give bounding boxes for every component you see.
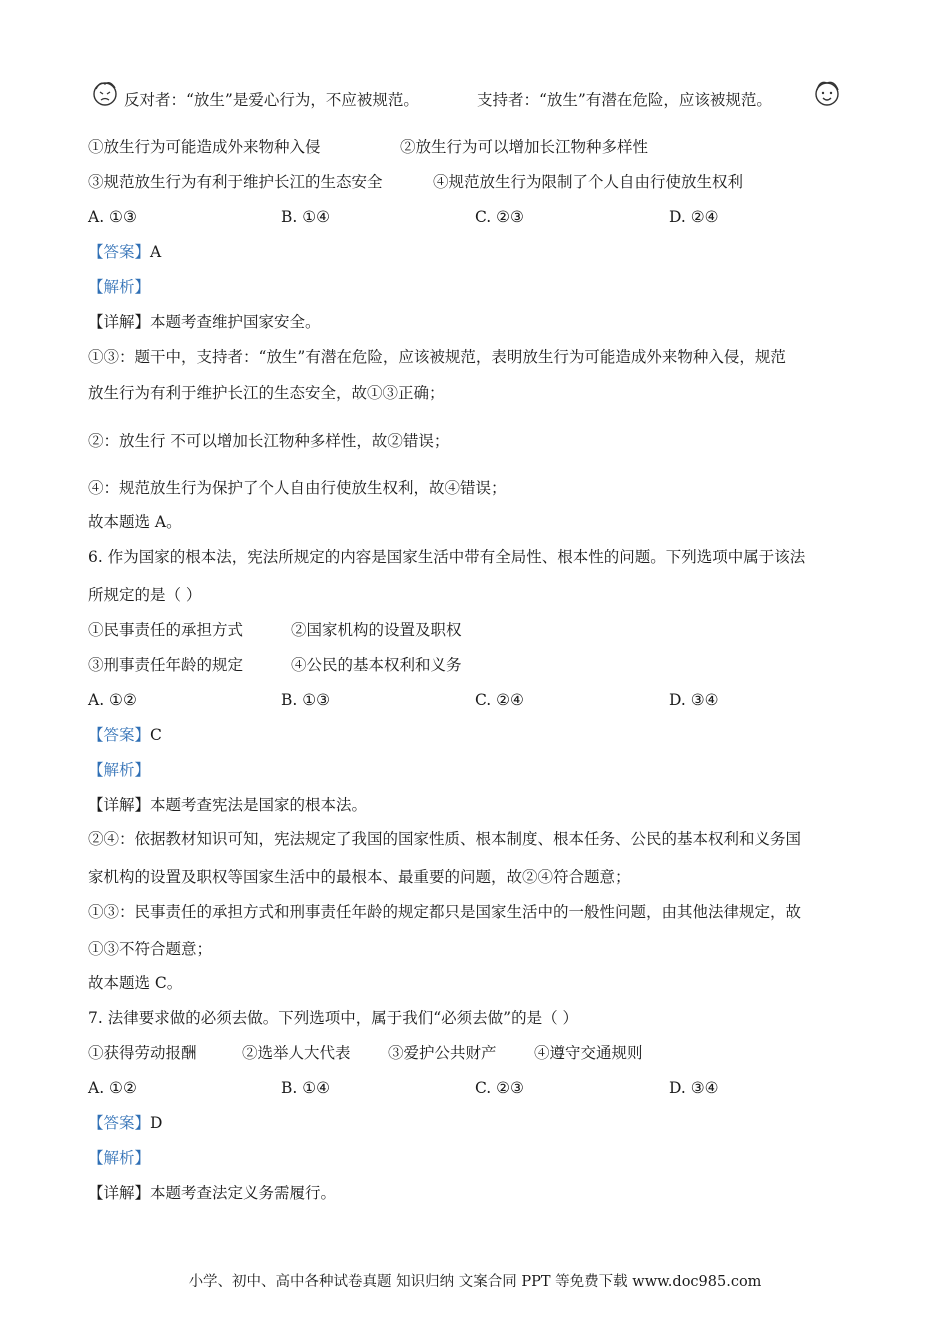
q6-analysis-label: 【解析】 <box>88 761 151 779</box>
q7-statement-4: ④遵守交通规则 <box>534 1044 643 1062</box>
q7-option-a: A. ①② <box>88 1079 137 1097</box>
q7-answer <box>88 1113 162 1133</box>
q6-stem-1: 6. 作为国家的根本法，宪法所规定的内容是国家生活中带有全局性、根本性的问题。下列选项中属于该法 <box>88 548 806 566</box>
q6-statement-2: ②国家机构的设置及职权 <box>291 621 462 639</box>
q6-explain-4: ①③不符合题意； <box>88 940 213 958</box>
detail-label: 【详解】 <box>88 796 151 814</box>
q7-stem: 7. 法律要求做的必须去做。下列选项中，属于我们“必须去做”的是（ ） <box>88 1009 578 1027</box>
q7-detail <box>88 1183 336 1203</box>
q6-stem-2: 所规定的是（ ） <box>88 586 202 604</box>
q5-statement-1: ①放生行为可能造成外来物种入侵 <box>88 138 321 156</box>
q7-option-b: B. ①④ <box>281 1079 331 1097</box>
page-footer: 小学、初中、高中各种试卷真题 知识归纳 文案合同 PPT 等免费下载 www.doc985.com <box>188 1274 762 1290</box>
opponent-statement: 反对者：“放生”是爱心行为，不应被规范。 <box>124 91 419 109</box>
supporter-statement: 支持者：“放生”有潜在危险，应该被规范。 <box>477 91 772 109</box>
q5-explain-3: ②：放生行 不可以增加长江物种多样性，故②错误； <box>88 432 450 450</box>
q5-option-a: A. ①③ <box>88 208 137 226</box>
q5-detail <box>88 312 321 332</box>
q7-option-d: D. ③④ <box>669 1079 719 1097</box>
q6-statement-3: ③刑事责任年龄的规定 <box>88 656 244 674</box>
supporter-face-icon <box>812 78 842 108</box>
q6-explain-5: 故本题选 C。 <box>88 974 183 992</box>
q5-option-b: B. ①④ <box>281 208 331 226</box>
q5-option-d: D. ②④ <box>669 208 719 226</box>
detail-label: 【详解】 <box>88 313 151 331</box>
detail-intro: 本题考查维护国家安全。 <box>150 313 321 331</box>
q5-explain-2: 放生行为有利于维护长江的生态安全，故①③正确； <box>88 384 445 402</box>
q6-statement-1: ①民事责任的承担方式 <box>88 621 244 639</box>
q7-statement-2: ②选举人大代表 <box>242 1044 351 1062</box>
q5-explain-1: ①③：题干中，支持者：“放生”有潜在危险，应该被规范，表明放生行为可能造成外来物种入侵，规范 <box>88 348 786 366</box>
q6-detail <box>88 795 367 815</box>
answer-value: C <box>150 726 162 744</box>
answer-value: A <box>150 243 162 261</box>
q6-option-a: A. ①② <box>88 691 137 709</box>
detail-label: 【详解】 <box>88 1184 151 1202</box>
q6-option-d: D. ③④ <box>669 691 719 709</box>
q6-answer <box>88 725 162 745</box>
q7-statement-3: ③爱护公共财产 <box>388 1044 497 1062</box>
opponent-face-icon <box>90 78 120 108</box>
q6-option-c: C. ②④ <box>475 691 524 709</box>
q5-explain-5: 故本题选 A。 <box>88 513 182 531</box>
q5-statement-3: ③规范放生行为有利于维护长江的生态安全 <box>88 173 383 191</box>
q7-statement-1: ①获得劳动报酬 <box>88 1044 197 1062</box>
q7-option-c: C. ②③ <box>475 1079 524 1097</box>
detail-intro: 本题考查宪法是国家的根本法。 <box>150 796 368 814</box>
answer-label: 【答案】 <box>88 243 151 261</box>
q6-explain-3: ①③：民事责任的承担方式和刑事责任年龄的规定都只是国家生活中的一般性问题，由其他法律规定，故 <box>88 903 802 921</box>
q5-statement-4: ④规范放生行为限制了个人自由行使放生权利 <box>433 173 744 191</box>
q7-analysis-label: 【解析】 <box>88 1149 151 1167</box>
q6-explain-2: 家机构的设置及职权等国家生活中的最根本、最重要的问题，故②④符合题意； <box>88 868 631 886</box>
q5-answer <box>88 242 161 262</box>
q6-explain-1: ②④：依据教材知识可知，宪法规定了我国的国家性质、根本制度、根本任务、公民的基本权利和义务国 <box>88 830 802 848</box>
detail-intro: 本题考查法定义务需履行。 <box>150 1184 337 1202</box>
answer-label: 【答案】 <box>88 726 151 744</box>
q5-analysis-label: 【解析】 <box>88 278 151 296</box>
answer-label: 【答案】 <box>88 1114 151 1132</box>
q5-explain-4: ④：规范放生行为保护了个人自由行使放生权利，故④错误； <box>88 479 507 497</box>
q5-statement-2: ②放生行为可以增加长江物种多样性 <box>400 138 649 156</box>
q5-option-c: C. ②③ <box>475 208 524 226</box>
q6-statement-4: ④公民的基本权利和义务 <box>291 656 462 674</box>
answer-value: D <box>150 1114 163 1132</box>
q6-option-b: B. ①③ <box>281 691 331 709</box>
